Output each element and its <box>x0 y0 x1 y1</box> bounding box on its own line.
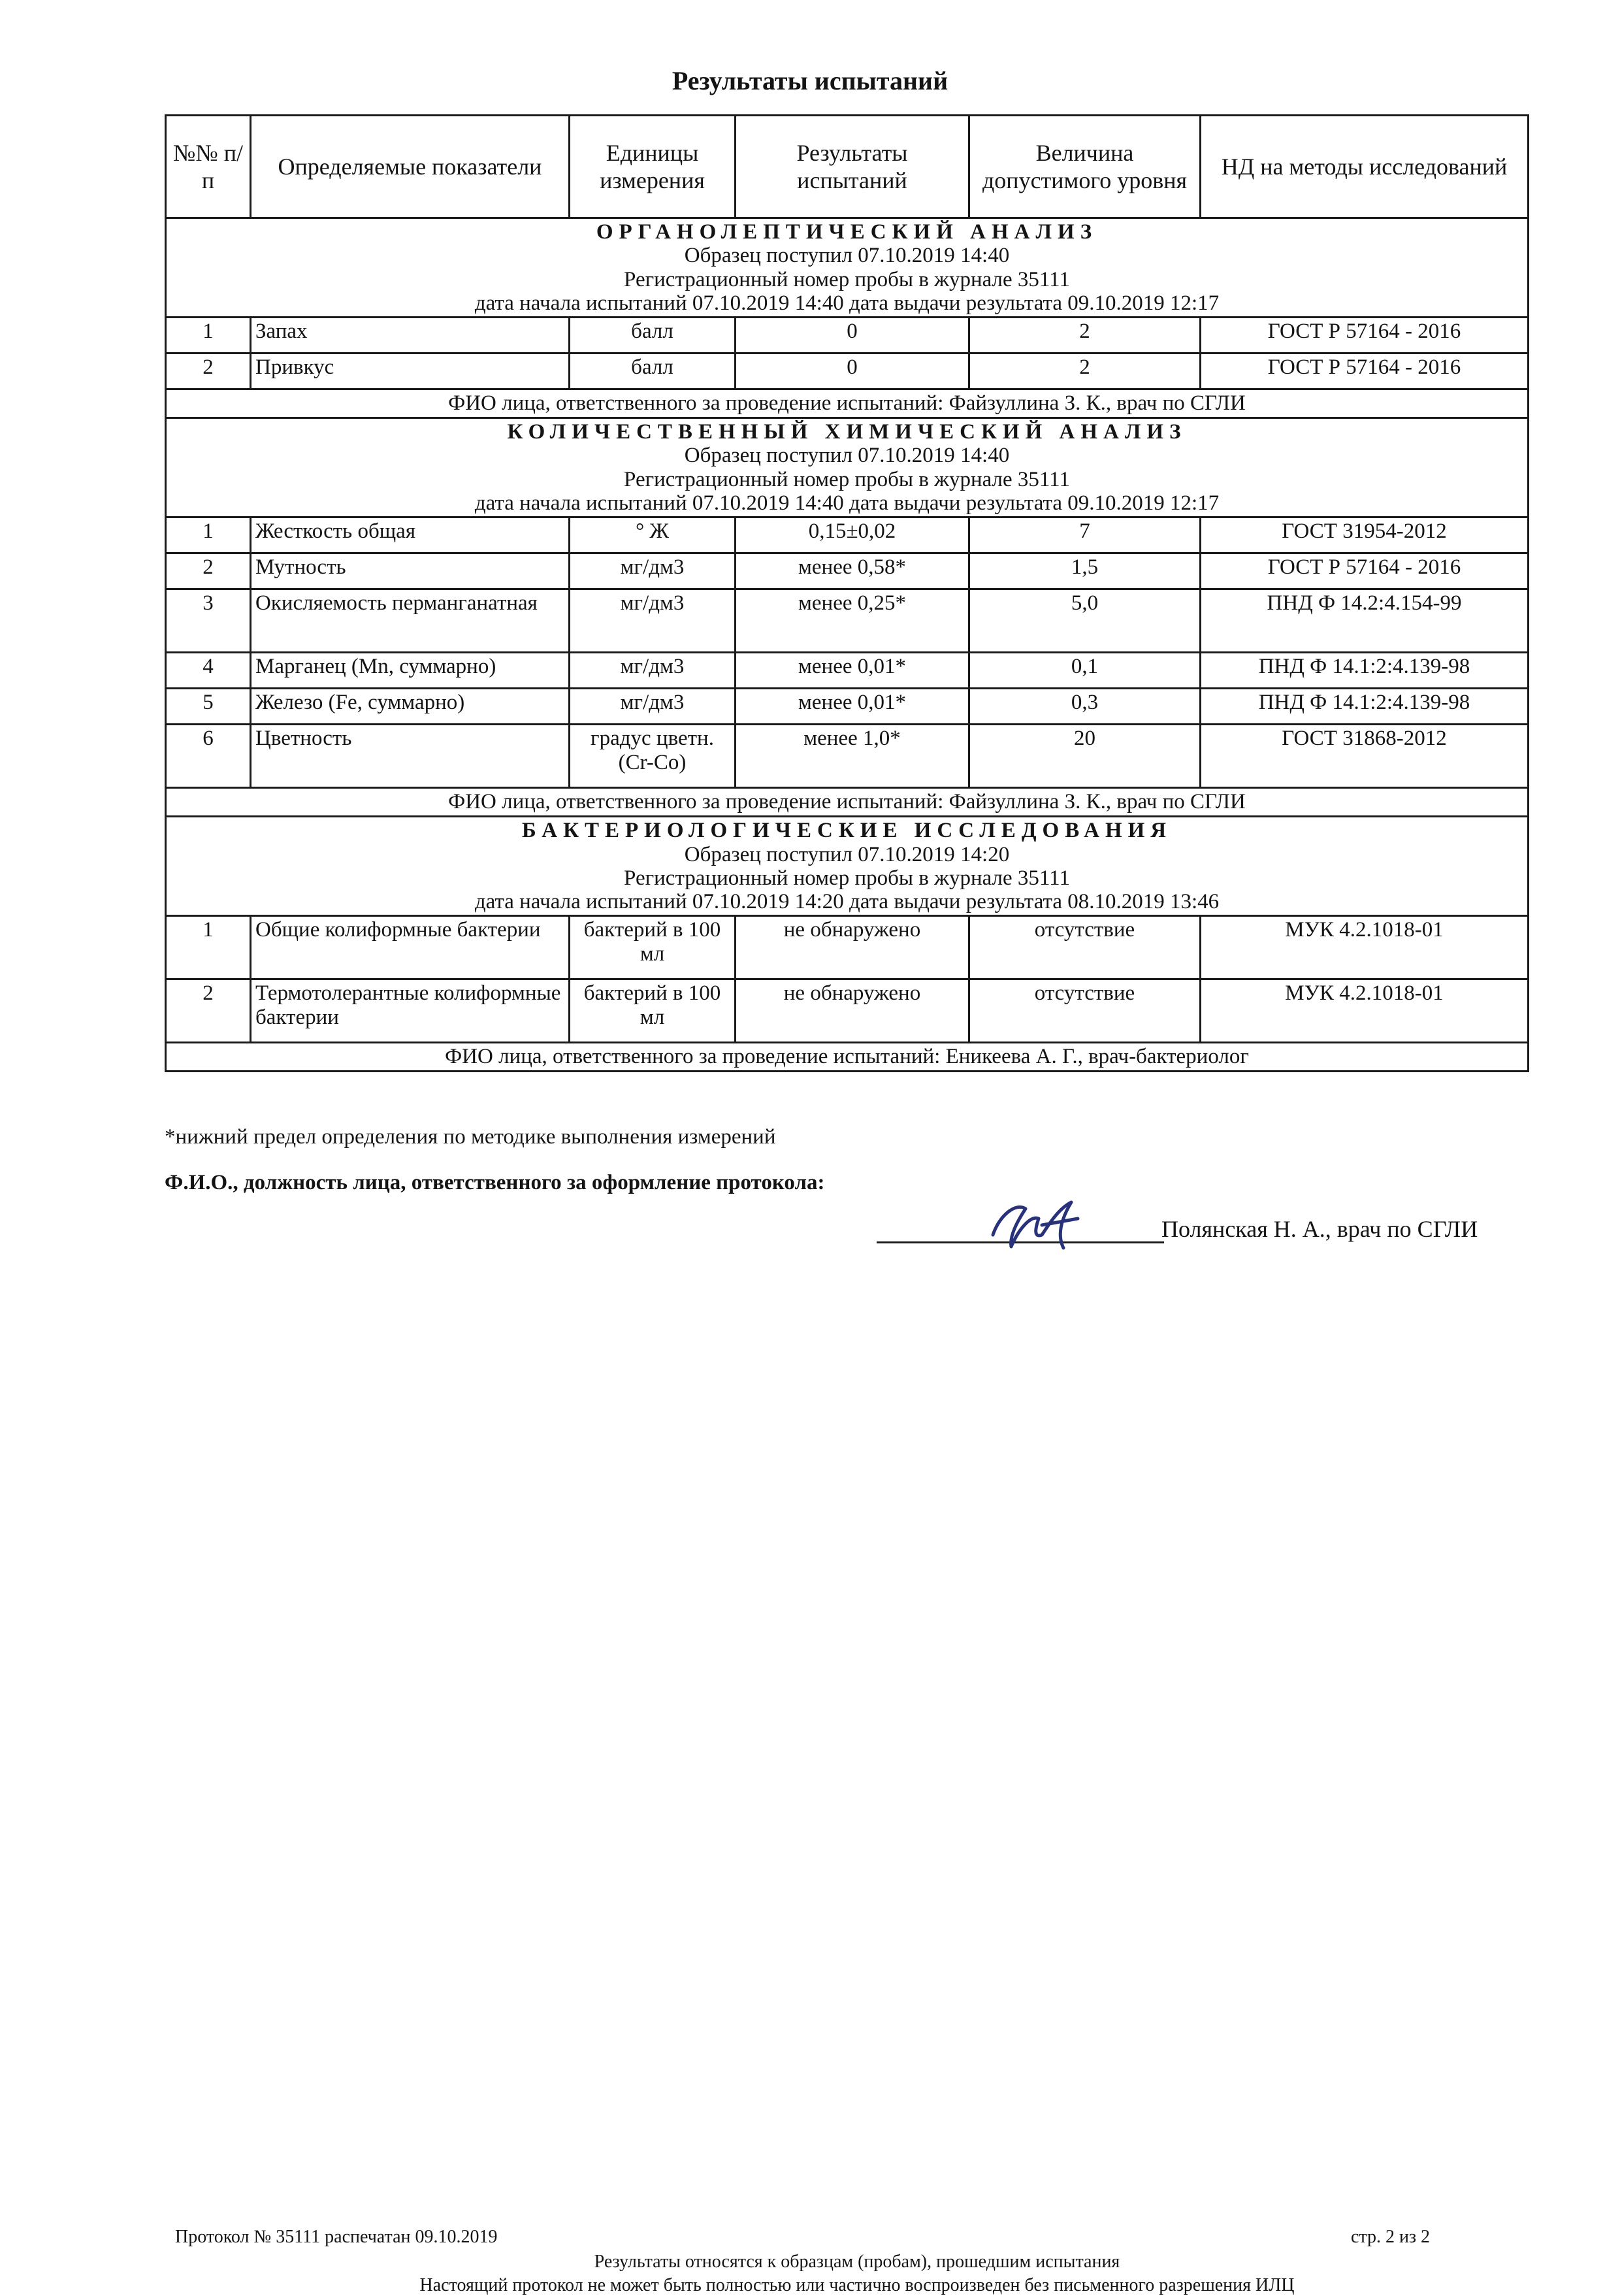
cell-number: 4 <box>166 653 251 689</box>
cell-unit: балл <box>570 318 736 353</box>
col-header-number: №№ п/п <box>166 116 251 218</box>
registration-number: Регистрационный номер пробы в журнале 35111 <box>624 866 1070 890</box>
cell-method: ПНД Ф 14.2:4.154-99 <box>1201 589 1529 653</box>
section-title: ОРГАНОЛЕПТИЧЕСКИЙ АНАЛИЗ <box>596 220 1098 244</box>
table-row <box>166 653 1529 689</box>
table-row <box>166 979 1529 1043</box>
cell-result: 0 <box>736 318 969 353</box>
cell-number: 1 <box>166 916 251 979</box>
cell-number: 1 <box>166 517 251 553</box>
cell-method: ГОСТ Р 57164 - 2016 <box>1201 353 1529 389</box>
cell-indicator: Цветность <box>251 725 570 788</box>
cell-unit: балл <box>570 353 736 389</box>
cell-number: 6 <box>166 725 251 788</box>
cell-method: МУК 4.2.1018-01 <box>1201 979 1529 1043</box>
cell-limit: 7 <box>969 517 1201 553</box>
sample-received: Образец поступил 07.10.2019 14:20 <box>684 842 1010 866</box>
section-title: БАКТЕРИОЛОГИЧЕСКИЕ ИССЛЕДОВАНИЯ <box>521 819 1173 843</box>
section-header-chemical <box>166 418 1529 517</box>
table-header-row <box>166 116 1529 218</box>
responsible-row <box>166 1043 1529 1072</box>
signatory-name: Полянская Н. А., врач по СГЛИ <box>1161 1216 1478 1242</box>
footer-note-results: Результаты относятся к образцам (пробам), прошедшим испытания <box>594 2252 1120 2272</box>
cell-result: менее 1,0* <box>736 725 969 788</box>
cell-indicator: Мутность <box>251 553 570 589</box>
table-row <box>166 589 1529 653</box>
cell-unit: бактерий в 100 мл <box>570 916 736 979</box>
table-row <box>166 916 1529 979</box>
cell-method: ПНД Ф 14.1:2:4.139-98 <box>1201 653 1529 689</box>
cell-unit: бактерий в 100 мл <box>570 979 736 1043</box>
cell-result: менее 0,01* <box>736 653 969 689</box>
table-row <box>166 353 1529 389</box>
col-header-result: Результаты испытаний <box>736 116 969 218</box>
cell-unit: мг/дм3 <box>570 689 736 725</box>
protocol-responsible-label: Ф.И.О., должность лица, ответственного за оформление протокола: <box>165 1171 825 1194</box>
section-header-organoleptic <box>166 218 1529 318</box>
cell-unit: мг/дм3 <box>570 653 736 689</box>
cell-indicator: Термотолерантные колиформные бактерии <box>251 979 570 1043</box>
col-header-unit: Единицы измерения <box>570 116 736 218</box>
cell-limit: 5,0 <box>969 589 1201 653</box>
footnote: *нижний предел определения по методике выполнения измерений <box>165 1125 776 1149</box>
cell-limit: 0,1 <box>969 653 1201 689</box>
cell-result: не обнаружено <box>736 979 969 1043</box>
cell-result: менее 0,58* <box>736 553 969 589</box>
cell-method: ГОСТ Р 57164 - 2016 <box>1201 318 1529 353</box>
table-row <box>166 517 1529 553</box>
test-dates: дата начала испытаний 07.10.2019 14:40 дата выдачи результата 09.10.2019 12:17 <box>474 291 1220 315</box>
registration-number: Регистрационный номер пробы в журнале 35111 <box>624 267 1070 291</box>
cell-result: менее 0,01* <box>736 689 969 725</box>
cell-limit: отсутствие <box>969 979 1201 1043</box>
cell-number: 1 <box>166 318 251 353</box>
cell-indicator: Окисляемость перманганатная <box>251 589 570 653</box>
cell-method: ГОСТ 31954-2012 <box>1201 517 1529 553</box>
responsible-row <box>166 788 1529 817</box>
cell-number: 2 <box>166 979 251 1043</box>
signature-svg <box>980 1189 1091 1261</box>
cell-limit: 2 <box>969 318 1201 353</box>
cell-unit: градус цветн.(Cr-Co) <box>570 725 736 788</box>
cell-limit: 1,5 <box>969 553 1201 589</box>
cell-method: ГОСТ 31868-2012 <box>1201 725 1529 788</box>
cell-limit: отсутствие <box>969 916 1201 979</box>
handwritten-signature-icon <box>980 1189 1091 1264</box>
sample-received: Образец поступил 07.10.2019 14:40 <box>684 244 1010 268</box>
table-row <box>166 318 1529 353</box>
results-table <box>165 114 1529 1072</box>
cell-method: ПНД Ф 14.1:2:4.139-98 <box>1201 689 1529 725</box>
page-number: стр. 2 из 2 <box>1351 2227 1431 2247</box>
section-title: КОЛИЧЕСТВЕННЫЙ ХИМИЧЕСКИЙ АНАЛИЗ <box>507 420 1187 444</box>
col-header-method: НД на методы исследований <box>1201 116 1529 218</box>
table-row <box>166 725 1529 788</box>
cell-result: 0,15±0,02 <box>736 517 969 553</box>
responsible-person: ФИО лица, ответственного за проведение испытаний: Файзуллина З. К., врач по СГЛИ <box>166 389 1529 418</box>
cell-limit: 2 <box>969 353 1201 389</box>
protocol-printed: Протокол № 35111 распечатан 09.10.2019 <box>175 2227 498 2247</box>
cell-limit: 0,3 <box>969 689 1201 725</box>
cell-number: 2 <box>166 353 251 389</box>
cell-indicator: Марганец (Mn, суммарно) <box>251 653 570 689</box>
cell-unit: ° Ж <box>570 517 736 553</box>
section-header-bacteriological <box>166 817 1529 916</box>
sample-received: Образец поступил 07.10.2019 14:40 <box>684 444 1010 468</box>
cell-number: 2 <box>166 553 251 589</box>
cell-unit: мг/дм3 <box>570 589 736 653</box>
cell-method: ГОСТ Р 57164 - 2016 <box>1201 553 1529 589</box>
cell-indicator: Запах <box>251 318 570 353</box>
cell-limit: 20 <box>969 725 1201 788</box>
responsible-row <box>166 389 1529 418</box>
cell-indicator: Общие колиформные бактерии <box>251 916 570 979</box>
responsible-person: ФИО лица, ответственного за проведение испытаний: Файзуллина З. К., врач по СГЛИ <box>166 788 1529 817</box>
cell-number: 5 <box>166 689 251 725</box>
footer-note-reproduction: Настоящий протокол не может быть полностью или частично воспроизведен без письменного разрешения ИЛЦ <box>419 2275 1295 2295</box>
test-dates: дата начала испытаний 07.10.2019 14:40 дата выдачи результата 09.10.2019 12:17 <box>474 491 1220 516</box>
col-header-indicator: Определяемые показатели <box>251 116 570 218</box>
cell-result: 0 <box>736 353 969 389</box>
table-row <box>166 553 1529 589</box>
cell-unit: мг/дм3 <box>570 553 736 589</box>
registration-number: Регистрационный номер пробы в журнале 35111 <box>624 467 1070 491</box>
cell-indicator: Железо (Fe, суммарно) <box>251 689 570 725</box>
cell-method: МУК 4.2.1018-01 <box>1201 916 1529 979</box>
test-dates: дата начала испытаний 07.10.2019 14:20 дата выдачи результата 08.10.2019 13:46 <box>474 890 1220 914</box>
table-row <box>166 689 1529 725</box>
cell-indicator: Привкус <box>251 353 570 389</box>
page-title: Результаты испытаний <box>672 66 948 95</box>
col-header-limit: Величина допустимого уровня <box>969 116 1201 218</box>
cell-number: 3 <box>166 589 251 653</box>
cell-indicator: Жесткость общая <box>251 517 570 553</box>
responsible-person: ФИО лица, ответственного за проведение испытаний: Еникеева А. Г., врач-бактериолог <box>166 1043 1529 1072</box>
cell-result: не обнаружено <box>736 916 969 979</box>
cell-result: менее 0,25* <box>736 589 969 653</box>
